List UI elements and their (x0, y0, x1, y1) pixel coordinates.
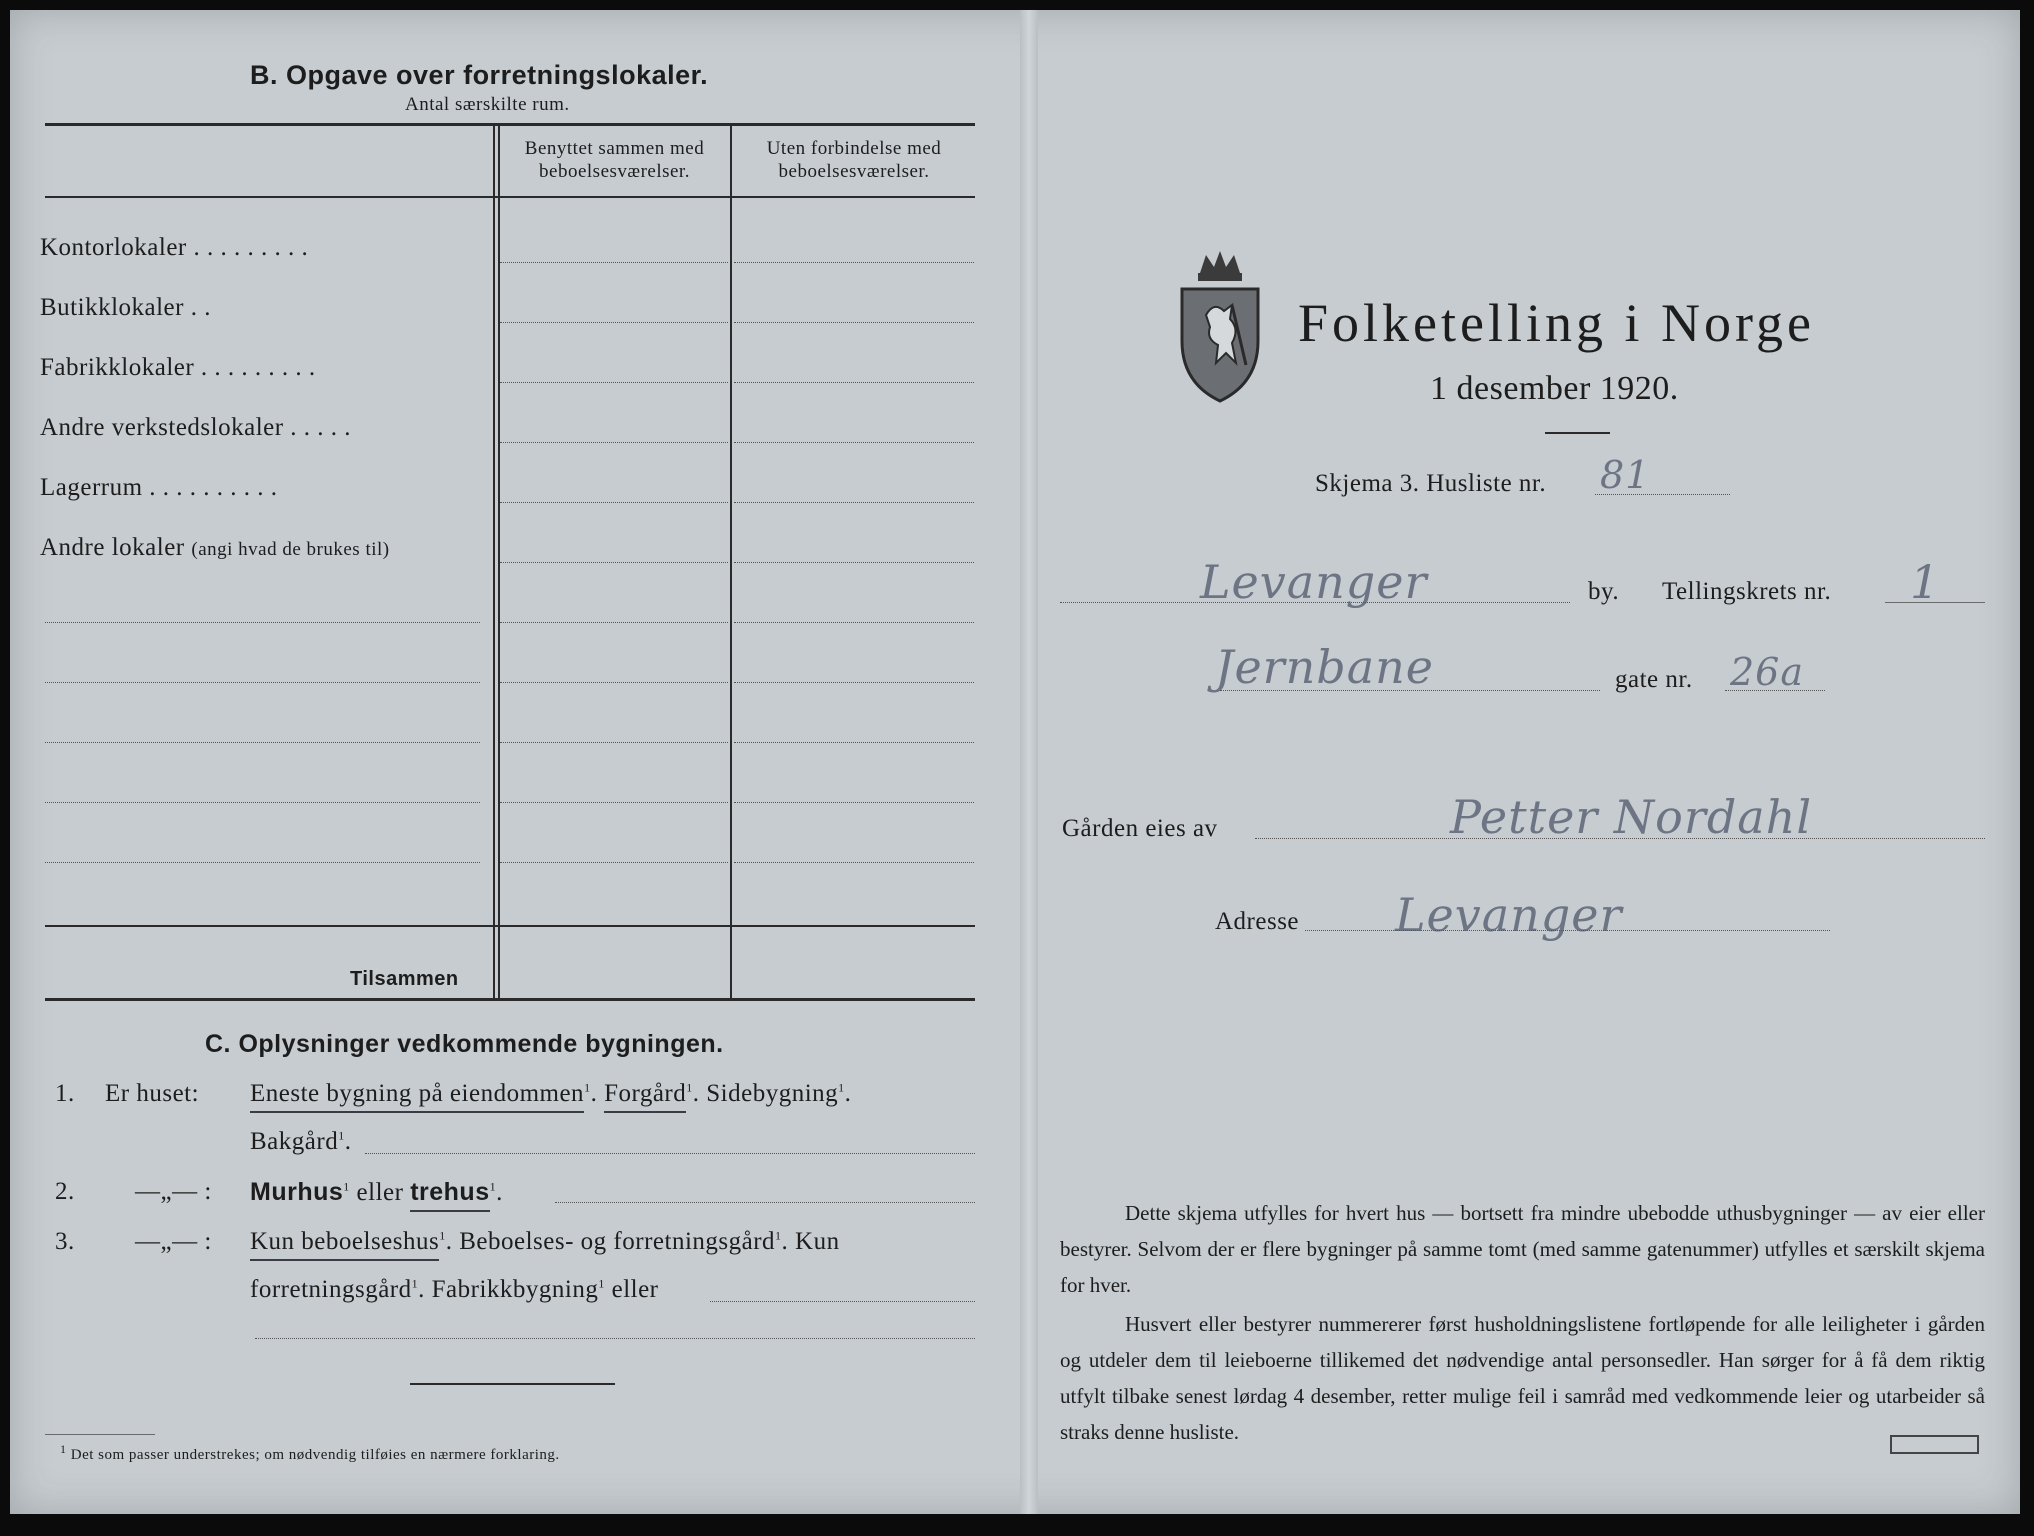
cell-line (500, 502, 728, 503)
q3-option-beboelses-forretning: Beboelses- og forretningsgård (459, 1228, 776, 1255)
cell-line (500, 382, 728, 383)
row-andre-verksteds: Andre verkstedslokaler . . . . . (40, 414, 352, 441)
row-fabrikklokaler: Fabrikklokaler . . . . . . . . . (40, 354, 316, 381)
cell-line (500, 262, 728, 263)
instructions-paragraph-2: Husvert eller bestyrer nummererer først husholdningslistene fortløpende for alle leiligheter i gården og utdeler dem til leieboerne tillikemed det nødvendige antal personsedler. Han sørger for å få dem riktig utfylt tilbake senest lørdag 4 desember, retter mulige feil i samråd med vedkommende leier og utarbeider så straks denne husliste. (1060, 1312, 1985, 1444)
section-b-title: B. Opgave over forretningslokaler. (250, 60, 709, 90)
cell-line (734, 742, 974, 743)
q1-fill-line (365, 1153, 975, 1154)
q1-label: Er huset: (105, 1080, 200, 1107)
q1-option-forgard: Forgård (604, 1080, 686, 1113)
cell-line (734, 622, 974, 623)
title-rule (1545, 432, 1610, 434)
husliste-number: 81 (1600, 453, 1651, 497)
q3-options-line2: forretningsgård$^1$. Fabrikkbygning$^1$ eller (250, 1276, 659, 1303)
q2-option-murhus: Murhus (250, 1178, 344, 1206)
cell-line (500, 742, 728, 743)
cell-line (734, 322, 974, 323)
cell-line (500, 802, 728, 803)
krets-line (1885, 602, 1985, 603)
owner-line (1255, 838, 1985, 839)
q3-eller: eller (611, 1276, 659, 1303)
coat-of-arms-icon (1170, 245, 1270, 405)
q3-option-kun-beboelseshus: Kun beboelseshus (250, 1228, 439, 1261)
section-c-title: C. Oplysninger vedkommende bygningen. (205, 1030, 724, 1058)
q1-options: Eneste bygning på eiendommen$^1$. Forgård$^1$. Sidebygning$^1$. (250, 1080, 851, 1108)
q3-fill-line (710, 1301, 975, 1302)
gate-number: 26a (1730, 650, 1805, 694)
row-andre-lokaler-note: (angi hvad de brukes til) (191, 539, 390, 560)
q2-number: 2. (55, 1178, 75, 1205)
cell-line (500, 622, 728, 623)
q1-option-sidebygning: Sidebygning (706, 1080, 839, 1107)
footnote-separator (410, 1383, 615, 1385)
q3-options: Kun beboelseshus$^1$. Beboelses- og forretningsgård$^1$. Kun (250, 1228, 840, 1256)
cell-line (500, 682, 728, 683)
col2-left-rule (730, 125, 732, 1000)
city-line (1060, 602, 1570, 603)
form-date: 1 desember 1920. (1430, 370, 1679, 407)
total-top-rule (45, 925, 975, 927)
total-bottom-rule (45, 998, 975, 1001)
cell-line (734, 382, 974, 383)
instructions-paragraph-1: Dette skjema utfylles for hvert hus — bortsett fra mindre ubebodde uthusbygninger — av eier eller bestyrer. Selvom der er flere bygninger på samme tomt (med samme gatenummer) utfylles et særskilt skjema for hver. (1060, 1201, 1985, 1297)
page-fold (1020, 10, 1038, 1514)
cell-line (734, 862, 974, 863)
printer-stamp-icon (1890, 1435, 1979, 1454)
husliste-line (1595, 494, 1730, 495)
krets-number: 1 (1910, 555, 1941, 609)
city-handwritten: Levanger (1200, 555, 1428, 609)
q2-options: Murhus$^1$ eller trehus$^1$. (250, 1178, 503, 1207)
blank-row-line (45, 862, 480, 863)
krets-label: Tellingskrets nr. (1662, 578, 1832, 605)
q1-option-bakgard-wrap: Bakgård$^1$. (250, 1128, 352, 1155)
row-lagerrum: Lagerrum . . . . . . . . . . (40, 474, 278, 501)
section-b-subtitle: Antal særskilte rum. (405, 94, 570, 115)
q2-option-trehus: trehus (410, 1178, 489, 1212)
cell-line (734, 802, 974, 803)
q2-eller: eller (356, 1179, 404, 1206)
q3-option-kun: Kun (795, 1228, 840, 1255)
footnote-rule (45, 1434, 155, 1435)
gate-line (1725, 690, 1825, 691)
cell-line (734, 502, 974, 503)
cell-line (734, 562, 974, 563)
row-andre-lokaler (40, 534, 390, 562)
row-andre-lokaler-label: Andre lokaler (40, 534, 185, 561)
street-handwritten: Jernbane (1215, 640, 1434, 694)
blank-row-line (45, 682, 480, 683)
cell-line (500, 862, 728, 863)
blank-row-line (45, 622, 480, 623)
q3-number: 3. (55, 1228, 75, 1255)
address-line (1305, 930, 1830, 931)
cell-line (500, 562, 728, 563)
gate-label: gate nr. (1615, 666, 1693, 693)
schema-label: Skjema 3. Husliste nr. (1315, 470, 1547, 497)
by-label: by. (1588, 578, 1620, 605)
q1-option-bakgard: Bakgård (250, 1128, 339, 1155)
q3-option-forretningsgard: forretningsgård (250, 1276, 412, 1303)
q1-option-eneste: Eneste bygning på eiendommen (250, 1080, 584, 1113)
q2-label: —„— : (135, 1178, 212, 1205)
owner-handwritten: Petter Nordahl (1450, 790, 1813, 844)
owner-label: Gården eies av (1062, 815, 1218, 842)
q3-option-fabrikkbygning: Fabrikkbygning (431, 1276, 599, 1303)
total-label: Tilsammen (350, 968, 459, 990)
row-butikklokaler: Butikklokaler . . (40, 294, 211, 321)
footnote-mark: 1 (60, 1442, 67, 1456)
q2-fill-line (555, 1202, 975, 1203)
table-header-rule (45, 196, 975, 198)
row-kontorlokaler: Kontorlokaler . . . . . . . . . (40, 234, 309, 261)
street-line (1220, 690, 1600, 691)
census-form-sheet (10, 10, 2020, 1514)
blank-row-line (45, 742, 480, 743)
col2-header: Uten forbindelse med beboelsesværelser. (766, 138, 942, 182)
table-top-rule (45, 123, 975, 126)
cell-line (500, 442, 728, 443)
cell-line (734, 262, 974, 263)
cell-line (734, 442, 974, 443)
form-title: Folketelling i Norge (1298, 293, 1815, 353)
address-label: Adresse (1215, 908, 1300, 935)
address-handwritten: Levanger (1395, 888, 1623, 942)
cell-line (500, 322, 728, 323)
col1-left-rule (493, 125, 495, 1000)
footnote-text: Det som passer understrekes; om nødvendig tilføies en nærmere forklaring. (70, 1447, 560, 1463)
q1-number: 1. (55, 1080, 75, 1107)
blank-row-line (45, 802, 480, 803)
q3-extra-line (255, 1338, 975, 1339)
cell-line (734, 682, 974, 683)
q3-label: —„— : (135, 1228, 212, 1255)
col1-header: Benyttet sammen med beboelsesværelser. (524, 138, 705, 182)
footnote (60, 1442, 560, 1464)
